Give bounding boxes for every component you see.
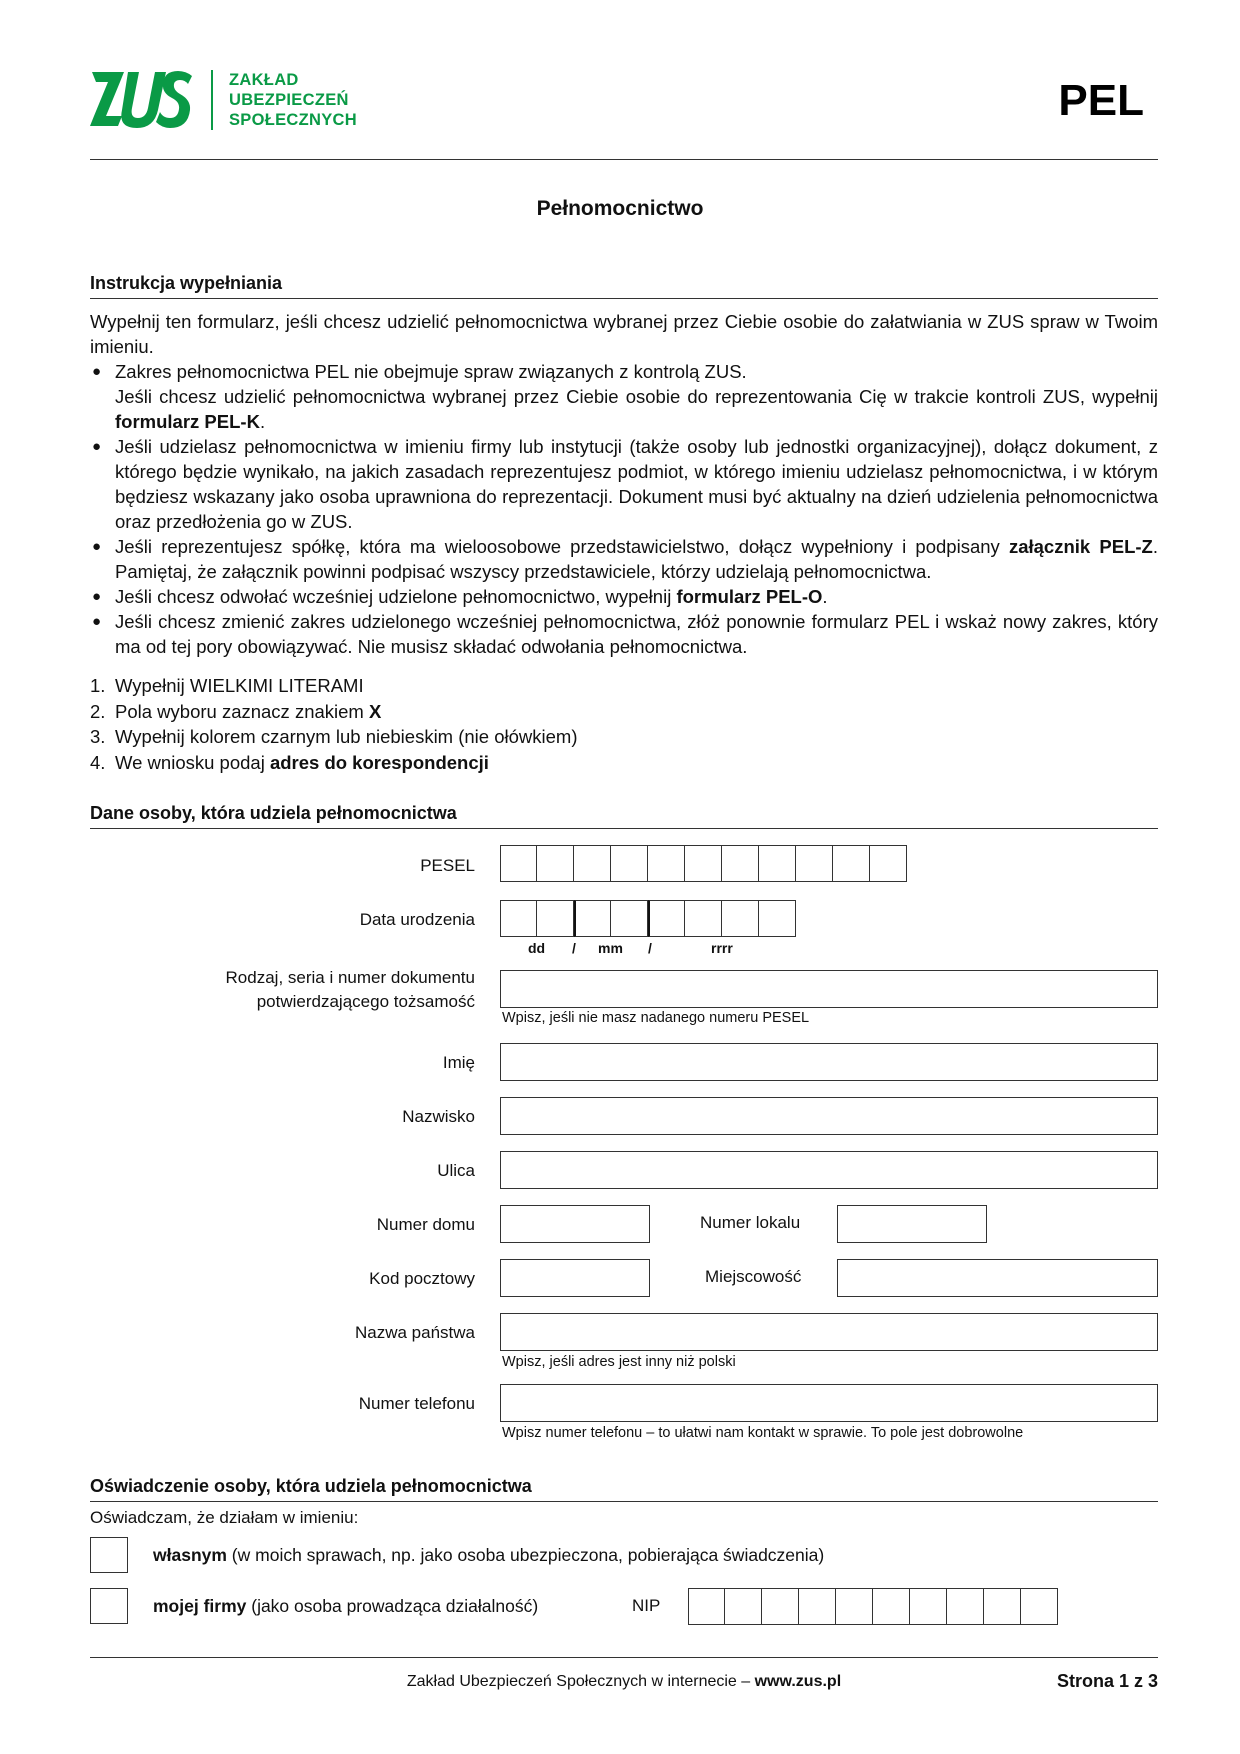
option-text: (w moich sprawach, np. jako osoba ubezpieczona, pobierająca świadczenia) bbox=[226, 1545, 825, 1565]
bullet-text: . bbox=[259, 411, 266, 432]
date-format-mm: mm bbox=[598, 940, 623, 956]
last-name-label: Nazwisko bbox=[402, 1107, 475, 1126]
statement-lead: Oświadczam, że działam w imieniu: bbox=[90, 1508, 359, 1527]
logo-divider bbox=[211, 70, 213, 130]
footer-caption: Zakład Ubezpieczeń Społecznych w internecie – bbox=[406, 1673, 755, 1690]
step-number: 1. bbox=[90, 675, 106, 696]
logo-text bbox=[229, 70, 357, 130]
steps-list bbox=[90, 673, 790, 775]
digit-cell[interactable] bbox=[537, 900, 574, 937]
digit-cell[interactable] bbox=[910, 1588, 947, 1625]
bullet-text: Jeśli chcesz zmienić zakres udzielonego wcześniej pełnomocnictwa, złóż ponownie formularz PEL i wskaż nowy zakres, który ma od tej pory obowiązywać. Nie musisz składać odwołania pełnomocnictwa. bbox=[115, 611, 1158, 657]
step-bold: adres do korespondencji bbox=[269, 751, 489, 773]
digit-cell[interactable] bbox=[688, 1588, 725, 1625]
digit-cell[interactable] bbox=[725, 1588, 762, 1625]
phone-field[interactable] bbox=[500, 1384, 1158, 1422]
company-behalf-label bbox=[153, 1596, 538, 1617]
bullet-text: . bbox=[822, 586, 828, 607]
footer-text bbox=[90, 1673, 1158, 1691]
birth-date-input[interactable] bbox=[500, 900, 796, 937]
house-number-field[interactable] bbox=[500, 1205, 650, 1243]
bullet-text: . Pamiętaj, że załącznik powinni podpisać wszyscy przedstawiciele, którzy udzielają pełnomocnictwa. bbox=[115, 536, 1158, 582]
street-label: Ulica bbox=[437, 1161, 475, 1180]
phone-label: Numer telefonu bbox=[358, 1394, 475, 1413]
digit-cell[interactable] bbox=[500, 900, 537, 937]
id-document-field[interactable] bbox=[500, 970, 1158, 1008]
city-label: Miejscowość bbox=[705, 1267, 802, 1286]
apartment-number-label: Numer lokalu bbox=[700, 1213, 801, 1232]
step-item bbox=[90, 750, 790, 776]
postal-code-label: Kod pocztowy bbox=[369, 1269, 475, 1288]
label-line: potwierdzającego tożsamość bbox=[256, 992, 475, 1011]
bullet-bold: formularz PEL-K bbox=[115, 411, 260, 432]
date-format-sep: / bbox=[648, 940, 652, 956]
digit-cell[interactable] bbox=[574, 845, 611, 882]
logo-text-line: UBEZPIECZEŃ bbox=[229, 91, 349, 109]
step-number: 2. bbox=[90, 700, 106, 722]
zus-logo-mark bbox=[90, 68, 194, 130]
digit-cell[interactable] bbox=[722, 900, 759, 937]
pesel-label: PESEL bbox=[420, 856, 475, 875]
logo-text-line: SPOŁECZNYCH bbox=[229, 111, 357, 129]
birth-date-label: Data urodzenia bbox=[359, 910, 475, 929]
date-format-dd: dd bbox=[528, 940, 546, 956]
digit-cell[interactable] bbox=[648, 845, 685, 882]
bullet-item bbox=[90, 609, 1158, 659]
step-number: 4. bbox=[90, 751, 106, 773]
postal-code-field[interactable] bbox=[500, 1259, 650, 1297]
bullet-bold: formularz PEL-O bbox=[676, 586, 823, 607]
bullet-item bbox=[90, 359, 1158, 434]
statement-section-heading: Oświadczenie osoby, która udziela pełnomocnictwa bbox=[90, 1476, 1158, 1502]
step-number: 3. bbox=[90, 726, 106, 747]
digit-cell[interactable] bbox=[574, 900, 611, 937]
street-field[interactable] bbox=[500, 1151, 1158, 1189]
own-behalf-label bbox=[153, 1545, 824, 1566]
bullet-text: Jeśli chcesz udzielić pełnomocnictwa wybranej przez Ciebie osobie do reprezentowania Cię w trakcie kontroli ZUS, wypełnij bbox=[115, 386, 1158, 407]
bullet-item bbox=[90, 534, 1158, 584]
date-format-sep: / bbox=[572, 940, 576, 956]
digit-cell[interactable] bbox=[759, 845, 796, 882]
option-text: (jako osoba prowadząca działalność) bbox=[246, 1596, 539, 1616]
bullet-item bbox=[90, 434, 1158, 534]
house-number-label: Numer domu bbox=[376, 1215, 475, 1234]
own-behalf-checkbox[interactable] bbox=[90, 1537, 128, 1573]
digit-cell[interactable] bbox=[500, 845, 537, 882]
digit-cell[interactable] bbox=[1021, 1588, 1058, 1625]
digit-cell[interactable] bbox=[537, 845, 574, 882]
digit-cell[interactable] bbox=[685, 900, 722, 937]
id-document-hint: Wpisz, jeśli nie masz nadanego numeru PESEL bbox=[502, 1010, 810, 1026]
label-line: Rodzaj, seria i numer dokumentu bbox=[225, 968, 475, 987]
footer-divider bbox=[90, 1657, 1158, 1658]
company-behalf-checkbox[interactable] bbox=[90, 1588, 128, 1624]
digit-cell[interactable] bbox=[947, 1588, 984, 1625]
digit-cell[interactable] bbox=[762, 1588, 799, 1625]
digit-cell[interactable] bbox=[648, 900, 685, 937]
option-bold: własnym bbox=[153, 1545, 227, 1565]
bullet-text: Jeśli reprezentujesz spółkę, która ma wieloosobowe przedstawicielstwo, dołącz wypełniony i podpisany bbox=[115, 536, 1009, 557]
digit-cell[interactable] bbox=[611, 900, 648, 937]
step-text: Wypełnij kolorem czarnym lub niebieskim (nie ołówkiem) bbox=[115, 726, 578, 747]
first-name-field[interactable] bbox=[500, 1043, 1158, 1081]
step-item bbox=[90, 673, 790, 699]
bullet-text: ● Zakres pełnomocnictwa PEL nie obejmuje spraw związanych z kontrolą ZUS. bbox=[115, 361, 747, 382]
instructions-intro: Wypełnij ten formularz, jeśli chcesz udzielić pełnomocnictwa wybranej przez Ciebie osobie do załatwiania w ZUS spraw w Twoim imieniu. bbox=[90, 311, 1158, 357]
step-item bbox=[90, 724, 790, 750]
logo-text-line: ZAKŁAD bbox=[229, 71, 299, 89]
bullet-text: Jeśli chcesz odwołać wcześniej udzielone pełnomocnictwo, wypełnij bbox=[115, 586, 677, 607]
country-label: Nazwa państwa bbox=[354, 1323, 475, 1342]
step-text: Pola wyboru zaznacz znakiem bbox=[115, 700, 369, 722]
option-bold: mojej firmy bbox=[153, 1596, 247, 1616]
digit-cell[interactable] bbox=[611, 845, 648, 882]
nip-input[interactable] bbox=[688, 1588, 1058, 1625]
step-bold: X bbox=[368, 700, 382, 722]
bullet-bold: załącznik PEL-Z bbox=[1008, 536, 1153, 557]
country-field[interactable] bbox=[500, 1313, 1158, 1351]
digit-cell[interactable] bbox=[685, 845, 722, 882]
pesel-input[interactable] bbox=[500, 845, 907, 882]
country-hint: Wpisz, jeśli adres jest inny niż polski bbox=[502, 1354, 736, 1370]
step-text: Wypełnij WIELKIMI LITERAMI bbox=[115, 675, 364, 696]
digit-cell[interactable] bbox=[873, 1588, 910, 1625]
id-document-label bbox=[226, 966, 475, 1014]
person-section-heading: Dane osoby, która udziela pełnomocnictwa bbox=[90, 803, 1158, 829]
digit-cell[interactable] bbox=[722, 845, 759, 882]
website-link[interactable]: www.zus.pl bbox=[754, 1673, 842, 1690]
step-text: We wniosku podaj bbox=[115, 751, 270, 773]
digit-cell[interactable] bbox=[836, 1588, 873, 1625]
digit-cell[interactable] bbox=[796, 845, 833, 882]
digit-cell[interactable] bbox=[984, 1588, 1021, 1625]
page-title: Pełnomocnictwo bbox=[536, 197, 704, 220]
digit-cell[interactable] bbox=[759, 900, 796, 937]
date-format-yyyy: rrrr bbox=[711, 940, 733, 956]
instructions-heading: Instrukcja wypełniania bbox=[90, 273, 1158, 299]
step-item bbox=[90, 699, 790, 725]
digit-cell[interactable] bbox=[870, 845, 907, 882]
phone-hint: Wpisz numer telefonu – to ułatwi nam kontakt w sprawie. To pole jest dobrowolne bbox=[502, 1425, 1024, 1441]
digit-cell[interactable] bbox=[799, 1588, 836, 1625]
header-divider bbox=[90, 159, 1158, 160]
form-code: PEL bbox=[1058, 76, 1144, 125]
instructions-body bbox=[90, 309, 1158, 659]
city-field[interactable] bbox=[837, 1259, 1158, 1297]
apartment-number-field[interactable] bbox=[837, 1205, 987, 1243]
first-name-label: Imię bbox=[442, 1053, 475, 1072]
bullet-text: Jeśli udzielasz pełnomocnictwa w imieniu firmy lub instytucji (także osoby lub jednostki organizacyjnej), dołącz dokument, z którego będzie wynikało, na jakich zasadach reprezentujesz podmiot, w którego imieniu udzielasz pełnomocnictwa, i w którym będziesz wskazany jako osoba uprawniona do reprezentacji. Dokument musi być aktualny na dzień udzielenia pełnomocnictwa oraz przedłożenia go w ZUS. bbox=[115, 436, 1158, 532]
page-number: Strona 1 z 3 bbox=[1056, 1671, 1158, 1691]
nip-label: NIP bbox=[632, 1596, 661, 1615]
digit-cell[interactable] bbox=[833, 845, 870, 882]
last-name-field[interactable] bbox=[500, 1097, 1158, 1135]
bullet-item bbox=[90, 584, 1158, 609]
